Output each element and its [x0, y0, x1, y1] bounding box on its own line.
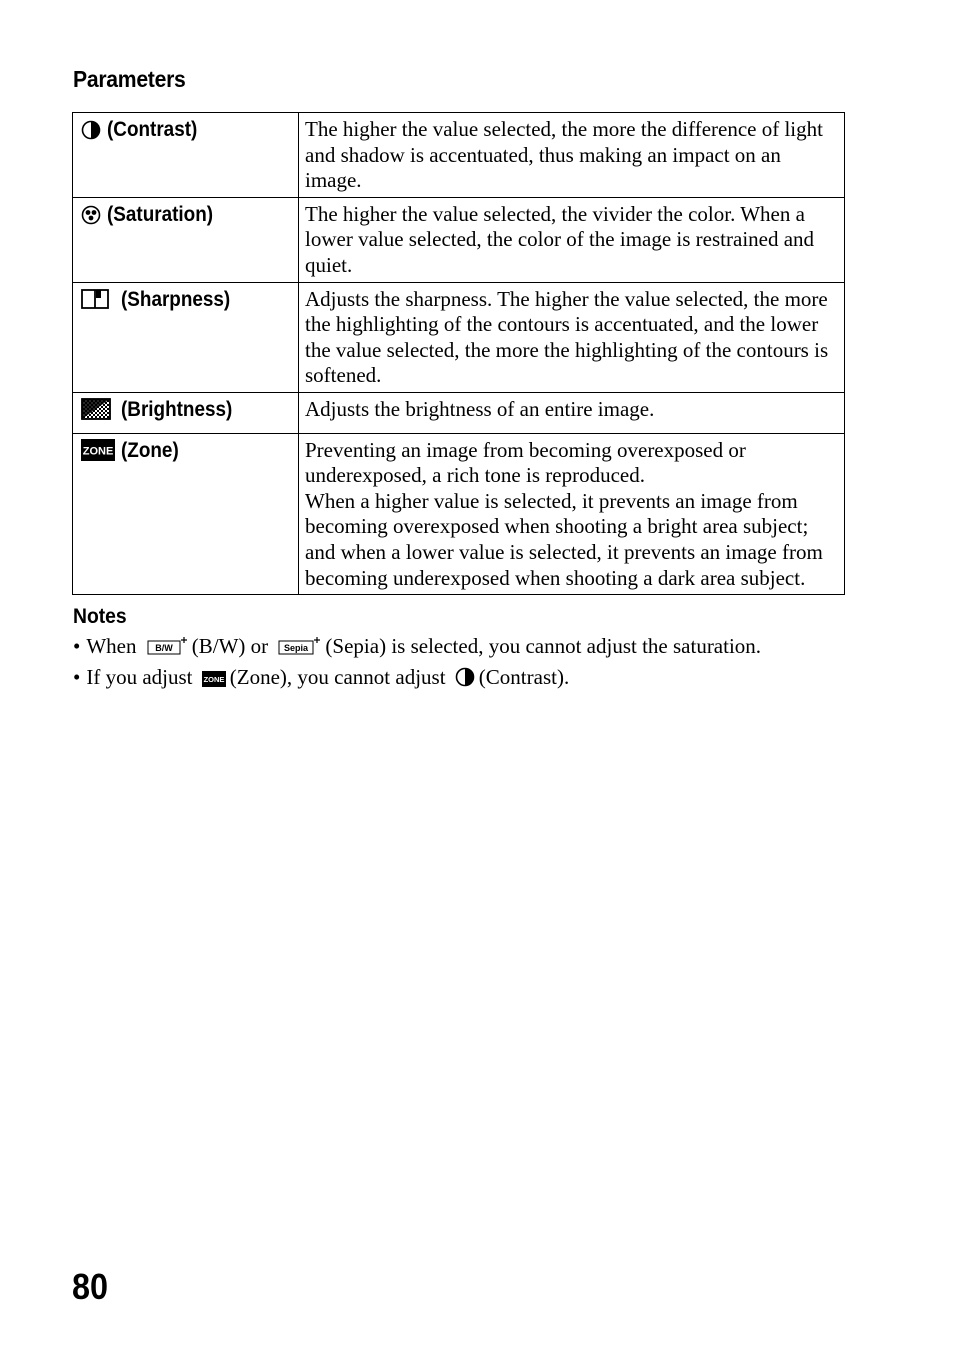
parameter-label: (Zone)	[121, 438, 179, 462]
note-text: If you adjust	[86, 665, 193, 689]
table-row	[73, 197, 845, 282]
parameter-label-cell	[73, 113, 299, 198]
zone-icon	[202, 666, 226, 694]
parameter-label-cell	[73, 392, 299, 433]
table-row	[73, 392, 845, 433]
parameter-description-cell	[299, 392, 845, 433]
sepia-icon-text: Sepia	[284, 643, 309, 653]
bullet: •	[73, 665, 81, 689]
table-row	[73, 433, 845, 595]
parameters-table	[72, 112, 845, 595]
table-row	[73, 282, 845, 392]
parameter-label: (Sharpness)	[121, 287, 231, 311]
sepia-icon	[277, 635, 321, 663]
notes-title: Notes	[73, 605, 127, 628]
parameter-description: Adjusts the brightness of an entire image.	[305, 396, 655, 421]
table-row	[73, 113, 845, 198]
note-item	[73, 663, 761, 694]
parameter-description: Adjusts the sharpness. The higher the value selected, the more the highlighting of the contours is accentuated, and the lower the value selected, the more the highlighting of the contours is softened.	[305, 286, 829, 388]
brightness-icon	[81, 398, 111, 427]
section-heading: Parameters	[73, 66, 186, 92]
contrast-icon	[455, 666, 475, 694]
contrast-icon	[81, 120, 101, 147]
parameter-description: Preventing an image from becoming overexposed or underexposed, a rich tone is reproduced.	[305, 437, 746, 488]
notes-list	[73, 632, 761, 694]
zone-icon-text: ZONE	[203, 675, 225, 684]
parameter-description-cell	[299, 113, 845, 198]
zone-icon-text: ZONE	[82, 445, 114, 458]
parameter-description: When a higher value is selected, it prevents an image from becoming overexposed when shooting a bright area subject; and when a lower value is selected, it prevents an image from becoming underexposed when shooting a dark area subject.	[305, 488, 823, 590]
note-item	[73, 632, 761, 663]
bullet: •	[73, 634, 81, 658]
saturation-icon	[81, 205, 101, 232]
note-text: When	[86, 634, 137, 658]
bw-icon	[146, 635, 188, 663]
note-text: (B/W) or	[191, 634, 269, 658]
zone-icon	[81, 439, 115, 468]
parameter-description-cell	[299, 197, 845, 282]
parameter-label-cell	[73, 197, 299, 282]
parameter-label-cell	[73, 282, 299, 392]
parameter-label: (Contrast)	[107, 118, 198, 141]
parameter-description-cell	[299, 282, 845, 392]
note-text: (Zone), you cannot adjust	[229, 665, 446, 689]
bw-icon-text: B/W	[155, 643, 173, 653]
note-text: (Contrast).	[478, 665, 570, 689]
page-number: 80	[72, 1266, 109, 1307]
parameter-description-cell	[299, 433, 845, 595]
parameter-label-cell	[73, 433, 299, 595]
parameter-description: The higher the value selected, the more the difference of light and shadow is accentuated, thus making an impact on an image.	[305, 117, 823, 193]
note-text: (Sepia) is selected, you cannot adjust the saturation.	[325, 634, 762, 658]
parameter-label: (Saturation)	[107, 202, 214, 226]
parameter-label: (Brightness)	[121, 397, 233, 421]
parameter-description: The higher the value selected, the vivider the color. When a lower value selected, the color of the image is restrained and quiet.	[305, 201, 815, 277]
sharpness-icon	[81, 288, 109, 317]
